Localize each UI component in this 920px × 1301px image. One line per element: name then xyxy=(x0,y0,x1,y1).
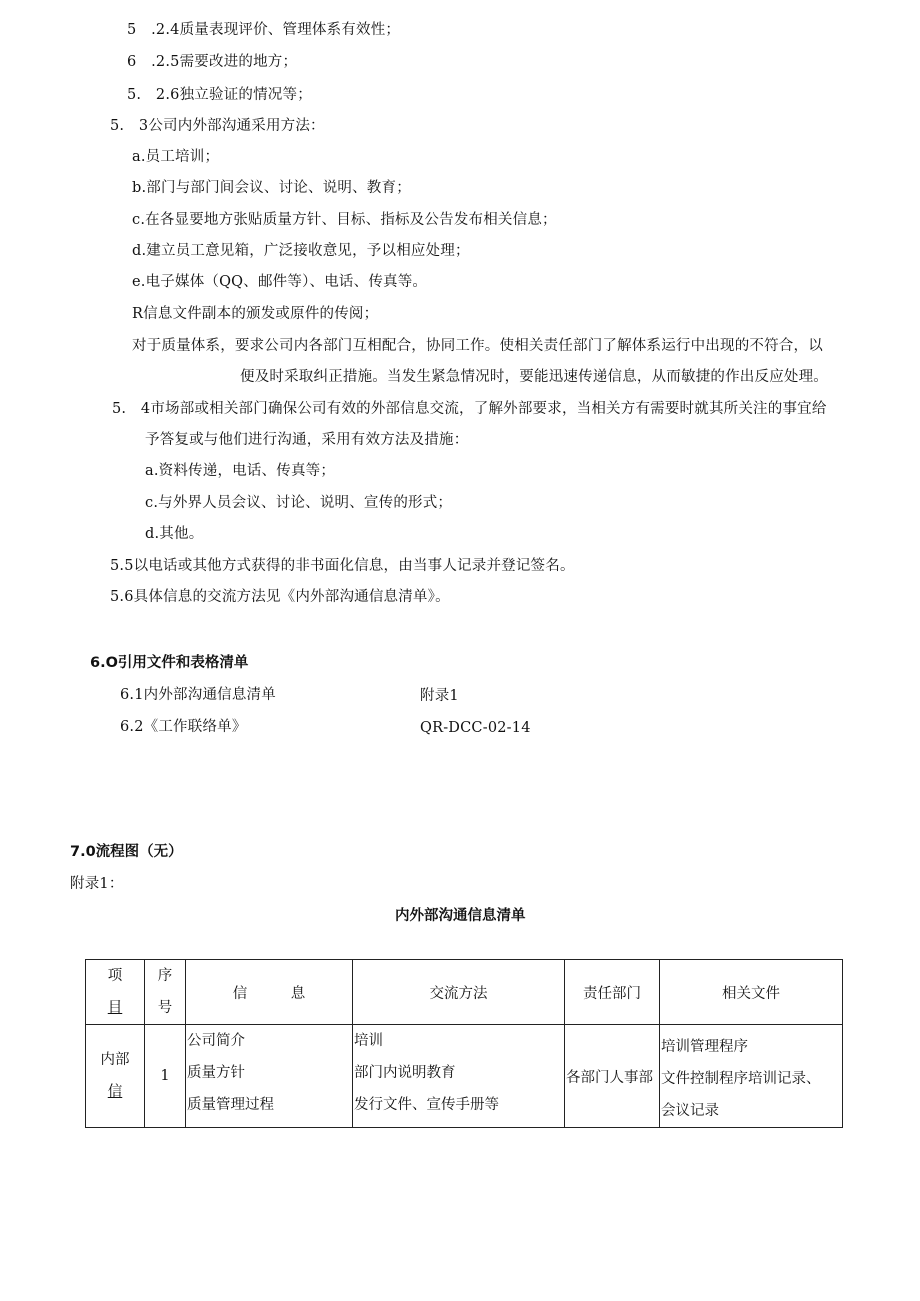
method-b: b.部门与部门间会议、讨论、说明、教育； xyxy=(132,180,411,196)
clause-5-4-line-1: 5. 4市场部或相关部门确保公司有效的外部信息交流，了解外部要求，当相关方有需要时就其所关注的事宜给 xyxy=(112,401,827,417)
row-item-bottom: 信 xyxy=(107,1084,123,1100)
row-seq: 1 xyxy=(145,1025,186,1128)
quality-system-paragraph-1: 对于质量体系，要求公司内各部门互相配合，协同工作。使相关责任部门了解体系运行中出现的不符合，以 xyxy=(132,338,823,354)
row-docs-2: 文件控制程序培训记录、 xyxy=(661,1071,821,1087)
row-dept: 各部门人事部 xyxy=(565,1025,660,1128)
clause-5-5: 5.5以电话或其他方式获得的非书面化信息，由当事人记录并登记签名。 xyxy=(110,558,575,574)
header-info: 信 息 xyxy=(186,960,353,1025)
row-docs-1: 培训管理程序 xyxy=(661,1039,748,1055)
clause-5-6: 5.6具体信息的交流方法见《内外部沟通信息清单》。 xyxy=(110,589,450,605)
row-info-3: 质量管理过程 xyxy=(187,1097,274,1113)
method-a: a.员工培训； xyxy=(132,149,220,165)
table-title: 内外部沟通信息清单 xyxy=(395,908,526,924)
header-dept: 责任部门 xyxy=(565,960,660,1025)
clause-5-2-6: 5. 2.6独立验证的情况等； xyxy=(127,87,312,103)
method-d: d.建立员工意见箱，广泛接收意见，予以相应处理； xyxy=(132,243,470,259)
row-method-2: 部门内说明教育 xyxy=(354,1065,456,1081)
reference-1-name: 6.1内外部沟通信息清单 xyxy=(120,687,276,703)
header-item xyxy=(86,960,145,1025)
method-c: c.在各显要地方张贴质量方针、目标、指标及公告发布相关信息； xyxy=(132,212,557,228)
row-info-1: 公司简介 xyxy=(187,1033,245,1049)
header-item-top: 项 xyxy=(107,968,123,984)
clause-5-2-4: 5 .2.4质量表现评价、管理体系有效性； xyxy=(127,22,401,38)
row-info xyxy=(186,1025,353,1128)
row-item-top: 内部 xyxy=(100,1052,130,1068)
clause-5-2-5: 6 .2.5需要改进的地方； xyxy=(127,54,298,70)
row-docs xyxy=(660,1025,843,1128)
clause-5-4-line-2: 予答复或与他们进行沟通，采用有效方法及措施： xyxy=(145,432,469,448)
row-item xyxy=(86,1025,145,1128)
section-6-heading: 6.O引用文件和表格清单 xyxy=(90,655,249,671)
row-docs-3: 会议记录 xyxy=(661,1103,719,1119)
clause-5-3: 5. 3公司内外部沟通采用方法： xyxy=(110,118,325,134)
external-d: d.其他。 xyxy=(145,526,204,542)
communication-table xyxy=(85,959,843,1128)
reference-2-name: 6.2《工作联络单》 xyxy=(120,719,247,735)
header-seq xyxy=(145,960,186,1025)
row-info-2: 质量方针 xyxy=(187,1065,245,1081)
table-row xyxy=(86,1025,843,1128)
header-method: 交流方法 xyxy=(353,960,565,1025)
header-docs: 相关文件 xyxy=(660,960,843,1025)
method-e: e.电子媒体（QQ、邮件等）、电话、传真等。 xyxy=(132,274,428,290)
header-seq-top: 序 xyxy=(157,968,173,984)
external-c: c.与外界人员会议、讨论、说明、宣传的形式； xyxy=(145,495,453,511)
reference-1-ref: 附录1 xyxy=(420,688,459,704)
quality-system-paragraph-2: 便及时采取纠正措施。当发生紧急情况时，要能迅速传递信息，从而敏捷的作出反应处理。 xyxy=(240,369,828,385)
header-seq-bottom: 号 xyxy=(157,1000,173,1016)
appendix-label: 附录1： xyxy=(70,876,124,892)
section-7-heading: 7.0流程图（无） xyxy=(70,844,183,860)
row-method-3: 发行文件、宣传手册等 xyxy=(354,1097,499,1113)
reference-2-ref: QR-DCC-02-14 xyxy=(420,720,531,736)
row-method xyxy=(353,1025,565,1128)
method-f: R信息文件副本的颁发或原件的传阅； xyxy=(132,306,379,322)
table-header-row xyxy=(86,960,843,1025)
external-a: a.资料传递，电话、传真等； xyxy=(145,463,336,479)
header-item-bottom: 目 xyxy=(107,1000,123,1016)
row-method-1: 培训 xyxy=(354,1033,383,1049)
